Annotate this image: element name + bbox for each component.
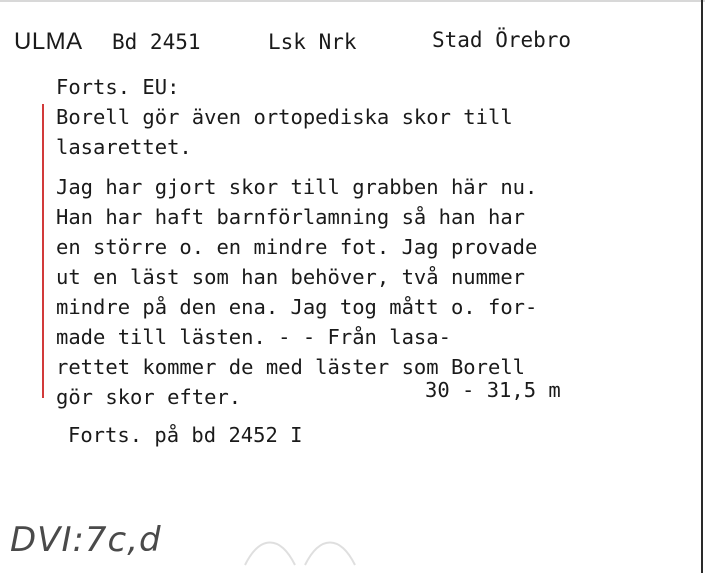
text-line: lasarettet. — [56, 135, 192, 159]
text-line: mindre på den ena. Jag tog mått o. for- — [56, 295, 538, 319]
text-line: Han har haft barnförlamning så han har — [56, 205, 525, 229]
text-line: ut en läst som han behöver, två nummer — [56, 265, 525, 289]
text-line: made till lästen. - - Från lasa- — [56, 325, 451, 349]
faded-stamp-mark — [240, 530, 360, 570]
red-margin-line — [42, 104, 44, 398]
text-line: Jag har gjort skor till grabben här nu. — [56, 175, 538, 199]
intro-text: Forts. EU: — [56, 75, 180, 99]
text-line: Borell gör även ortopediska skor till — [56, 105, 513, 129]
card-top-edge — [0, 0, 705, 2]
volume-number: Bd 2451 — [112, 30, 201, 54]
card-right-edge — [701, 0, 703, 573]
handwritten-signature: DVI:7c,d — [10, 520, 162, 560]
place-name: Stad Örebro — [432, 28, 572, 52]
continuation-note: Forts. på bd 2452 I — [68, 423, 303, 447]
text-line: gör skor efter. — [56, 385, 242, 409]
paragraph-2 — [56, 172, 537, 412]
measurement: 30 - 31,5 m — [425, 378, 561, 402]
archive-name: ULMA — [14, 28, 83, 55]
text-line: en större o. en mindre fot. Jag provade — [56, 235, 538, 259]
text-line: rettet kommer de med läster som Borell — [56, 355, 525, 379]
record-code: Lsk Nrk — [268, 30, 357, 54]
intro-line — [56, 72, 179, 102]
paragraph-1 — [56, 102, 513, 162]
